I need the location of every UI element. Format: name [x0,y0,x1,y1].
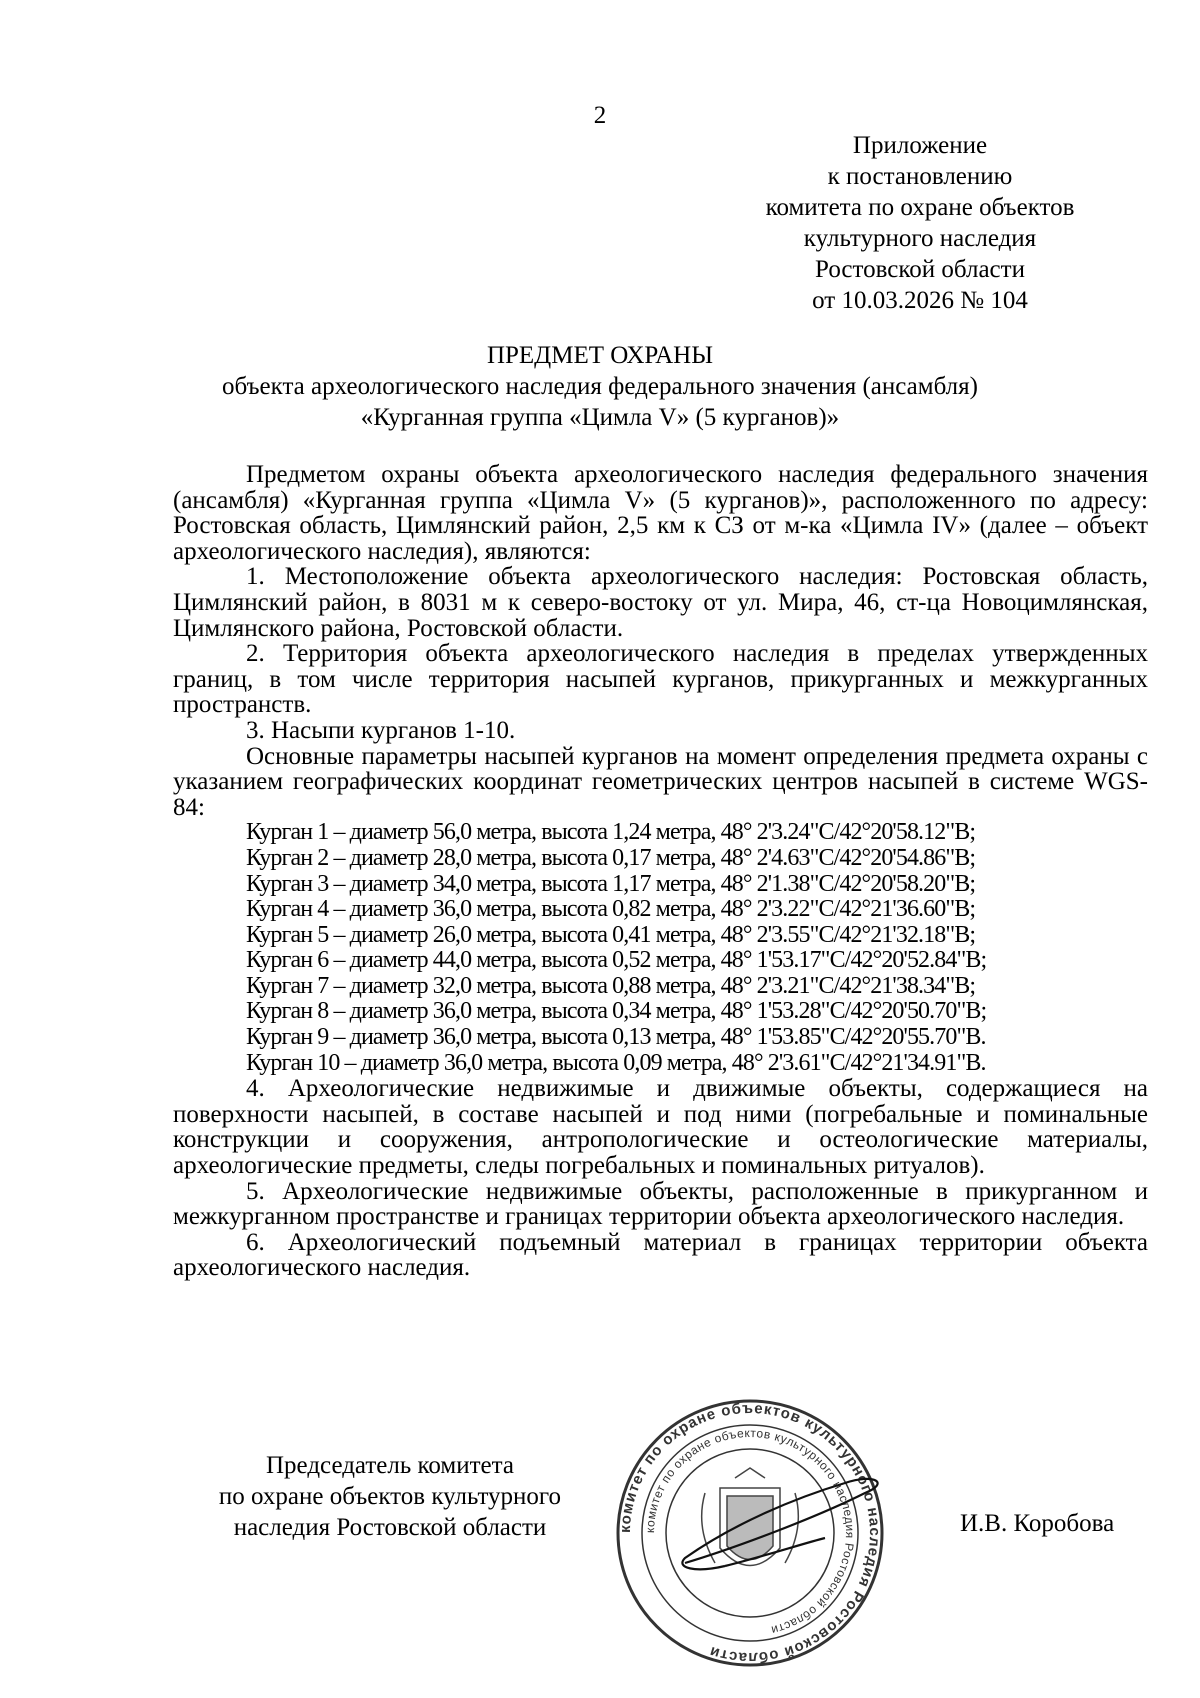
item-paragraph: 4. Археологические недвижимые и движимые объекты, содержащиеся на поверхности насыпей, в составе насыпей и под ними (погребальные и поминальные конструкции и сооружения, антропологические и остеологические материалы, археологические предметы, следы погребальных и поминальных ритуалов). [173,1075,1148,1180]
kurgan-entry: Курган 5 – диаметр 26,0 метра, высота 0,41 метра, 48° 2'3.55"С/42°21'32.18"В; [246,921,976,948]
signatory-position [180,1450,600,1543]
kurgan-entry: Курган 4 – диаметр 36,0 метра, высота 0,82 метра, 48° 2'3.22"С/42°21'36.60"В; [246,896,976,923]
document-body [173,462,1148,1281]
position-line: наследия Ростовской области [233,1514,547,1541]
kurgan-entry: Курган 7 – диаметр 32,0 метра, высота 0,88 метра, 48° 2'3.21"С/42°21'38.34"В; [246,972,976,999]
kurgan-entry: Курган 1 – диаметр 56,0 метра, высота 1,24 метра, 48° 2'3.24"С/42°20'58.12"В; [246,819,976,846]
item-paragraph: 1. Местоположение объекта археологического наследия: Ростовская область, Цимлянский район, в 8031 м к северо-востоку от ул. Мира, 46, ст-ца Новоцимлянская, Цимлянского района, Ростовской области. [173,563,1148,642]
kurgan-entry: Курган 3 – диаметр 34,0 метра, высота 1,17 метра, 48° 2'1.38"С/42°20'58.20"В; [246,870,976,897]
official-seal [615,1398,885,1668]
heading-subtitle: объекта археологического наследия федерального значения (ансамбля) [222,373,978,400]
item-paragraph: 5. Археологические недвижимые объекты, расположенные в прикурганном и межкурганном пространстве и границах территории объекта археологического наследия. [173,1177,1148,1231]
appendix-line: к постановлению [827,163,1013,190]
seal-inner-text: комитет по охране объектов культурного наследия Ростовской области [642,1425,858,1638]
item-paragraph: 2. Территория объекта археологического наследия в пределах утвержденных границ, в том числе территория насыпей курганов, прикурганных и межкурганных пространств. [173,640,1148,719]
item-paragraph: 3. Насыпи курганов 1-10. [246,716,516,744]
params-paragraph: Основные параметры насыпей курганов на момент определения предмета охраны с указанием географических координат геометрических центров насыпей в системе WGS-84: [173,742,1148,821]
kurgan-list [173,820,1148,1076]
heading-title: ПРЕДМЕТ ОХРАНЫ [486,342,714,369]
intro-paragraph: Предметом охраны объекта археологического наследия федерального значения (ансамбля) «Курганная группа «Цимла V» (5 курганов)», расположенного по адресу: Ростовская область, Цимлянский район, 2,5 км к СЗ от м-ка «Цимла IV» (далее – объект археологического наследия), являются: [173,461,1148,565]
appendix-block [730,130,1110,316]
seal-outer-text: комитет по охране объектов культурного наследия Ростовской области [616,1399,884,1667]
item-paragraph: 6. Археологический подъемный материал в границах территории объекта археологического наследия. [173,1228,1148,1282]
document-heading [150,340,1050,433]
kurgan-entry: Курган 8 – диаметр 36,0 метра, высота 0,34 метра, 48° 1'53.28"С/42°20'50.70"В; [246,998,987,1025]
kurgan-entry: Курган 6 – диаметр 44,0 метра, высота 0,52 метра, 48° 1'53.17"С/42°20'52.84"В; [246,947,987,974]
kurgan-entry: Курган 9 – диаметр 36,0 метра, высота 0,13 метра, 48° 1'53.85"С/42°20'55.70"В. [246,1024,986,1051]
appendix-line: комитета по охране объектов [765,194,1075,221]
kurgan-entry: Курган 2 – диаметр 28,0 метра, высота 0,17 метра, 48° 2'4.63"С/42°20'54.86"В; [246,844,976,871]
appendix-line: от 10.03.2026 № 104 [812,287,1028,314]
page-number: 2 [593,102,607,129]
appendix-line: культурного наследия [803,225,1037,252]
position-line: Председатель комитета [266,1452,514,1479]
kurgan-entry: Курган 10 – диаметр 36,0 метра, высота 0,09 метра, 48° 2'3.61"С/42°21'34.91"В. [246,1049,986,1076]
heading-subtitle: «Курганная группа «Цимла V» (5 курганов)» [360,404,840,431]
appendix-line: Ростовской области [815,256,1025,283]
appendix-line: Приложение [852,132,988,159]
position-line: по охране объектов культурного [218,1483,562,1510]
signatory-name: И.В. Коробова [960,1510,1115,1537]
coat-of-arms-emblem [702,1468,799,1566]
